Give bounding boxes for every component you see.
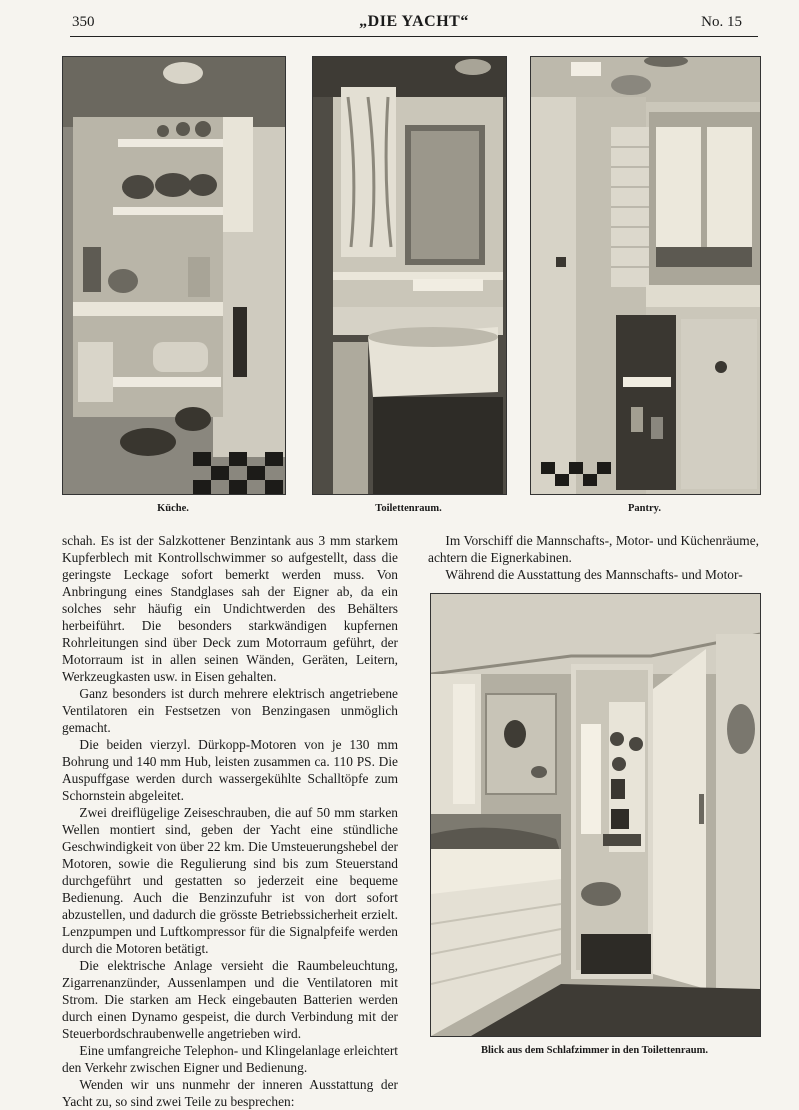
page-header: [70, 12, 758, 37]
photo-toilettenraum: [312, 56, 507, 495]
paragraph: Im Vorschiff die Mannschafts-, Motor- und Küchenräume, achtern die Eignerkabinen.: [428, 533, 759, 565]
caption-toilettenraum: Toilettenraum.: [375, 503, 442, 514]
journal-title: „DIE YACHT“: [359, 13, 469, 30]
photo-kueche: [62, 56, 286, 495]
right-text-column: [428, 532, 759, 583]
paragraph: Die elektrische Anlage versieht die Raumbeleuchtung, Zigarrenanzünder, Aussenlampen und die Ventilatoren mit Strom. Die starken am Heck eingebauten Batterien werden durch einen Dynamo gespeist, die durch Verbindung mit der Steuerbordschraubenwelle angetrieben wird.: [62, 958, 398, 1041]
photo-schlafzimmer: [430, 593, 761, 1037]
paragraph: schah. Es ist der Salzkottener Benzintank aus 3 mm starkem Kupferblech mit Kontrollschwimmer so aufgestellt, dass die geringste Leckage sofort bemerkt werden muss. Von Anbringung eines Standglases sah der Eigner ab, da ein solches sehr häufig ein Undichtwerden des Behälters herbeiführt. Die besonders starkwändigen kupfernen Rohrleitungen sind über Deck zum Motorraum geführt, der Motorraum ist in allen seinen Wänden, Geräten, Leitern, Werkzeugkasten usw. in Eisen gehalten.: [62, 533, 398, 684]
paragraph: Eine umfangreiche Telephon- und Klingelanlage erleichtert den Verkehr zwischen Eigner und Bedienung.: [62, 1043, 398, 1075]
paragraph: Ganz besonders ist durch mehrere elektrisch angetriebene Ventilatoren ein Festsetzen von Benzingasen unmöglich gemacht.: [62, 686, 398, 735]
caption-schlafzimmer: Blick aus dem Schlafzimmer in den Toilettenraum.: [480, 1045, 709, 1056]
photo-pantry: [530, 56, 761, 495]
caption-kueche: Küche.: [157, 503, 189, 514]
paragraph: Wenden wir uns nunmehr der inneren Ausstattung der Yacht zu, so sind zwei Teile zu besprechen:: [62, 1077, 398, 1109]
issue-number: No. 15: [701, 14, 742, 30]
left-text-column: [62, 532, 398, 1110]
paragraph: Während die Ausstattung des Mannschafts- und Motor-: [445, 567, 743, 582]
paragraph: Die beiden vierzyl. Dürkopp-Motoren von je 130 mm Bohrung und 140 mm Hub, leisten zusammen ca. 110 PS. Die Auspuffgase werden durch wassergekühlte Schalltöpfe zum Schornstein abgeleitet.: [62, 737, 398, 803]
paragraph: Zwei dreiflügelige Zeiseschrauben, die auf 50 mm starken Wellen montiert sind, geben der Yacht eine stündliche Geschwindigkeit von über 22 km. Die Umsteuerungshebel der Motoren, sowie die Regulierung sind bis zum Steuerstand durchgeführt und gestatten so jederzeit eine bequeme Bedienung. Auch die Benzinzufuhr ist von dort sofort abzustellen, und dadurch die grösste Betriebssicherheit erzielt. Lenzpumpen und Luftkompressor für die Signalpfeife werden durch die Motoren betätigt.: [62, 805, 398, 956]
page-number: 350: [72, 14, 95, 30]
caption-pantry: Pantry.: [628, 503, 661, 514]
